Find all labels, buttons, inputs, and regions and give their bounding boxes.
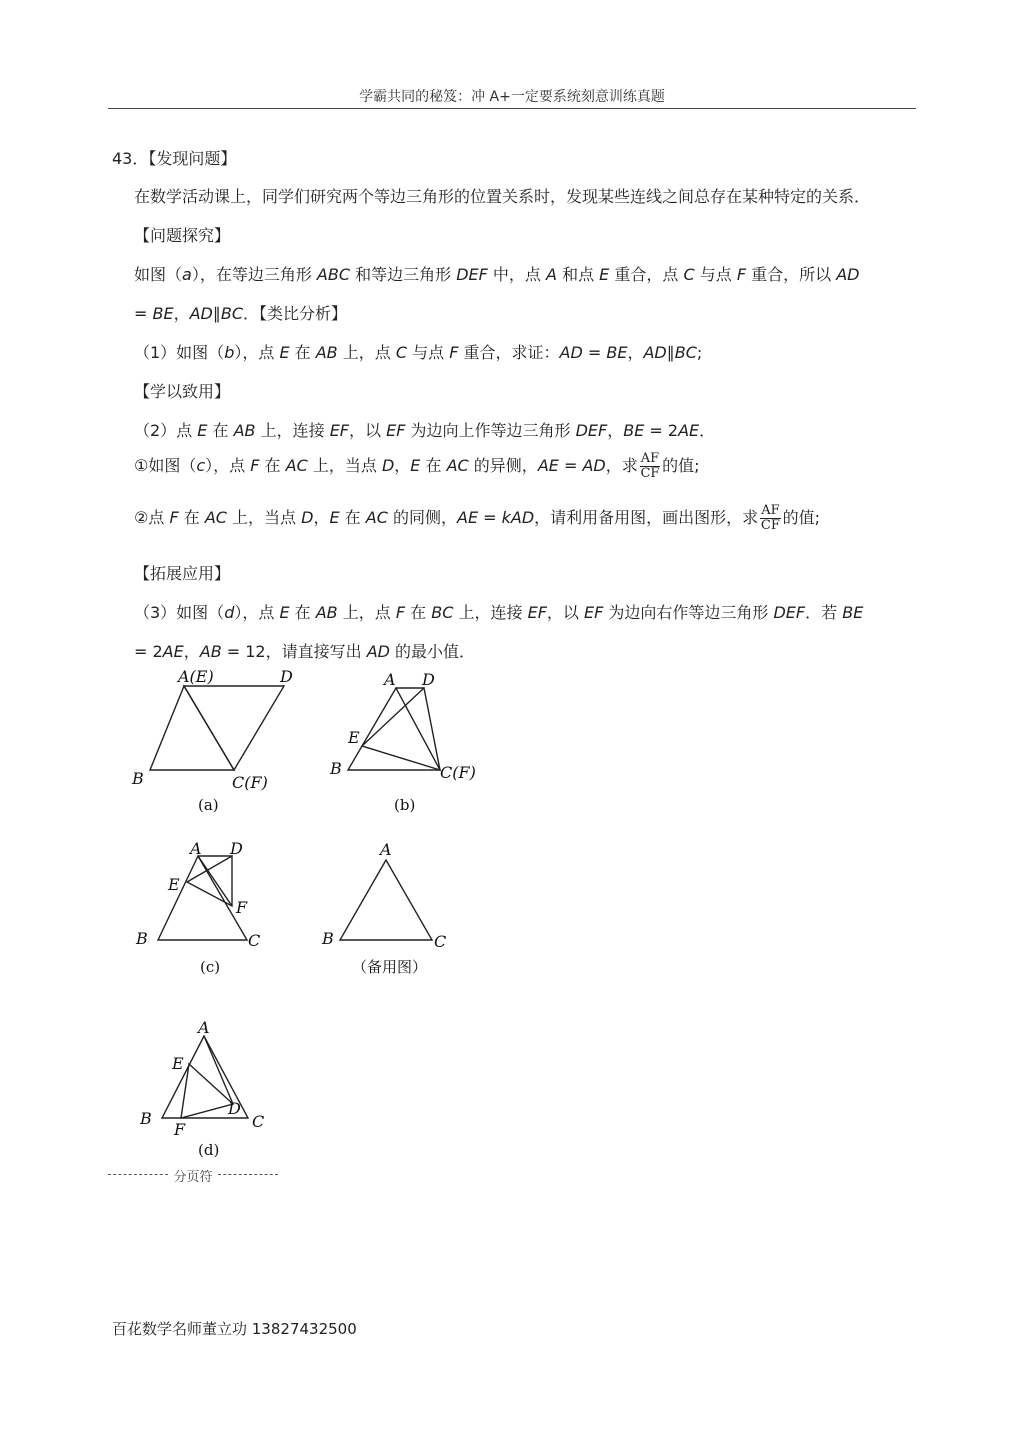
problem-intro: 在数学活动课上，同学们研究两个等边三角形的位置关系时，发现某些连线之间总存在某种特定的关系． bbox=[134, 187, 871, 206]
caption-spare: （备用图） bbox=[352, 958, 428, 976]
label-c: C bbox=[248, 931, 261, 950]
label-b: B bbox=[132, 769, 144, 788]
label-a: A bbox=[380, 840, 392, 859]
label-b: B bbox=[330, 759, 342, 778]
problem-number-heading: 43．【发现问题】 bbox=[112, 149, 237, 168]
label-f: F bbox=[236, 898, 248, 917]
triangle-abc bbox=[158, 856, 247, 940]
page-header: 学霸共同的秘笈：冲 A+一定要系统刻意训练真题 bbox=[359, 89, 665, 105]
question-2-part-2: ②点 F 在 AC 上，当点 D，E 在 AC 的同侧，AE = kAD，请利用备用图，画出图形，求 $\frac{AF}{CF}$ 的值; bbox=[134, 503, 821, 533]
figure-spare bbox=[316, 836, 466, 981]
triangle-def bbox=[362, 688, 440, 770]
triangle-abc bbox=[340, 860, 432, 940]
segment-af bbox=[198, 856, 232, 906]
question-3-line-2: = 2AE，AB = 12，请直接写出 AD 的最小值． bbox=[134, 642, 476, 661]
header-divider bbox=[108, 108, 916, 109]
explore-line-1: 如图（a），在等边三角形 ABC 和等边三角形 DEF 中，点 A 和点 E 重合，点 C 与点 F 重合，所以 AD bbox=[134, 265, 860, 284]
label-b: B bbox=[140, 1109, 152, 1128]
explore-heading: 【问题探究】 bbox=[134, 226, 231, 245]
apply-heading: 【学以致用】 bbox=[134, 382, 231, 401]
figure-a bbox=[128, 664, 308, 824]
fraction-af-cf: $\frac{AF}{CF}$ bbox=[640, 451, 660, 481]
label-d: D bbox=[280, 667, 293, 686]
label-e: E bbox=[348, 728, 360, 747]
segment-ad bbox=[204, 1036, 233, 1104]
label-a: A bbox=[384, 670, 396, 689]
page-break-dash-left bbox=[108, 1174, 168, 1175]
figure-c bbox=[130, 836, 280, 981]
label-a: A bbox=[190, 839, 202, 858]
caption-a: (a) bbox=[198, 796, 219, 814]
caption-d: (d) bbox=[198, 1141, 220, 1159]
page-break-label: 分页符 bbox=[173, 1170, 213, 1185]
label-d: D bbox=[230, 839, 243, 858]
label-a: A bbox=[198, 1018, 210, 1037]
label-c: C bbox=[252, 1112, 265, 1131]
label-e: E bbox=[168, 875, 180, 894]
question-2: （2）点 E 在 AB 上，连接 EF，以 EF 为边向上作等边三角形 DEF，BE = 2AE． bbox=[134, 421, 716, 440]
figure-d bbox=[132, 1014, 282, 1164]
fraction-af-cf-2: $\frac{AF}{CF}$ bbox=[760, 503, 780, 533]
question-3-line-1: （3）如图（d），点 E 在 AB 上，点 F 在 BC 上，连接 EF，以 EF 为边向右作等边三角形 DEF．若 BE bbox=[134, 603, 864, 622]
triangle-def bbox=[184, 686, 284, 770]
label-e: E bbox=[172, 1054, 184, 1073]
label-d: D bbox=[422, 670, 435, 689]
extend-heading: 【拓展应用】 bbox=[134, 564, 231, 583]
question-1: （1）如图（b），点 E 在 AB 上，点 C 与点 F 重合，求证：AD = BE，AD∥BC; bbox=[134, 343, 703, 362]
label-b: B bbox=[136, 929, 148, 948]
caption-b: (b) bbox=[394, 796, 416, 814]
explore-line-2: = BE，AD∥BC．【类比分析】 bbox=[134, 304, 348, 323]
label-c-f: C(F) bbox=[440, 763, 476, 782]
label-b: B bbox=[322, 929, 334, 948]
figure-b bbox=[326, 664, 486, 824]
label-f: F bbox=[174, 1120, 186, 1139]
question-2-part-1: ①如图（c），点 F 在 AC 上，当点 D，E 在 AC 的异侧，AE = AD，求 $\frac{AF}{CF}$ 的值; bbox=[134, 451, 700, 481]
page-break-dash-right bbox=[218, 1174, 278, 1175]
triangle-def bbox=[181, 1064, 233, 1118]
label-c: C bbox=[434, 932, 447, 951]
label-c-f: C(F) bbox=[232, 773, 268, 792]
caption-c: (c) bbox=[200, 958, 221, 976]
label-d: D bbox=[228, 1099, 241, 1118]
page-footer: 百花数学名师董立功 13827432500 bbox=[112, 1320, 357, 1338]
page-break-marker bbox=[108, 1166, 278, 1185]
label-a-e: A(E) bbox=[178, 667, 214, 686]
